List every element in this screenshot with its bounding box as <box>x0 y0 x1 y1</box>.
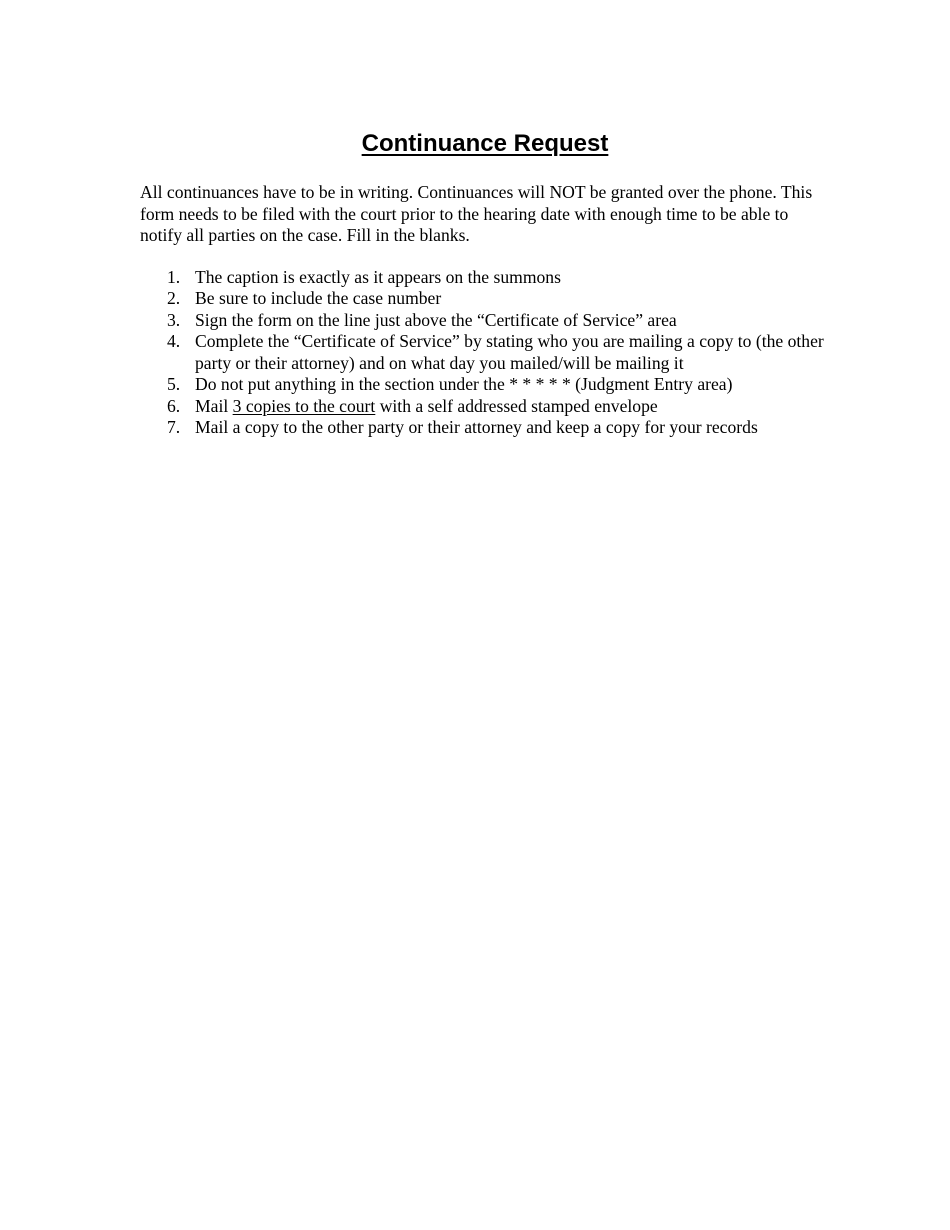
list-item <box>140 417 830 439</box>
list-item-text: Be sure to include the case number <box>195 288 442 308</box>
list-item-number: 6. <box>167 395 181 416</box>
list-item-number: 4. <box>167 331 181 351</box>
list-item <box>140 310 830 332</box>
list-item-text-post: with a self addressed stamped envelope <box>375 395 658 416</box>
list-item-text: Sign the form on the line just above the “Certificate of Service” area <box>195 309 677 330</box>
list-item-text: The caption is exactly as it appears on the summons <box>195 266 561 287</box>
list-item <box>140 288 830 310</box>
list-item-text: Mail a copy to the other party or their attorney and keep a copy for your records <box>195 417 758 437</box>
instructions-list <box>140 267 830 439</box>
list-item-number: 5. <box>167 374 181 394</box>
list-item-number: 3. <box>167 309 181 330</box>
list-item <box>140 267 830 289</box>
list-item-text-pre: Mail <box>195 395 233 416</box>
intro-paragraph: All continuances have to be in writing. Continuances will NOT be granted over the phone. This form needs to be filed with the court prior to the hearing date with enough time to be able to notify all parties on the case. Fill in the blanks. <box>140 182 813 245</box>
list-item <box>140 331 830 374</box>
list-item-number: 2. <box>167 288 181 308</box>
list-item-number: 1. <box>167 266 181 287</box>
document-title: Continuance Request <box>361 130 609 157</box>
list-item-text: Complete the “Certificate of Service” by stating who you are mailing a copy to (the other party or their attorney) and on what day you mailed/will be mailing it <box>195 331 824 373</box>
list-item <box>140 374 830 396</box>
document-page <box>140 128 830 439</box>
underlined-phrase: 3 copies to the court <box>232 395 376 416</box>
list-item-number: 7. <box>167 417 181 437</box>
list-item <box>140 396 830 418</box>
list-item-text: Do not put anything in the section under the * * * * * (Judgment Entry area) <box>195 374 733 394</box>
